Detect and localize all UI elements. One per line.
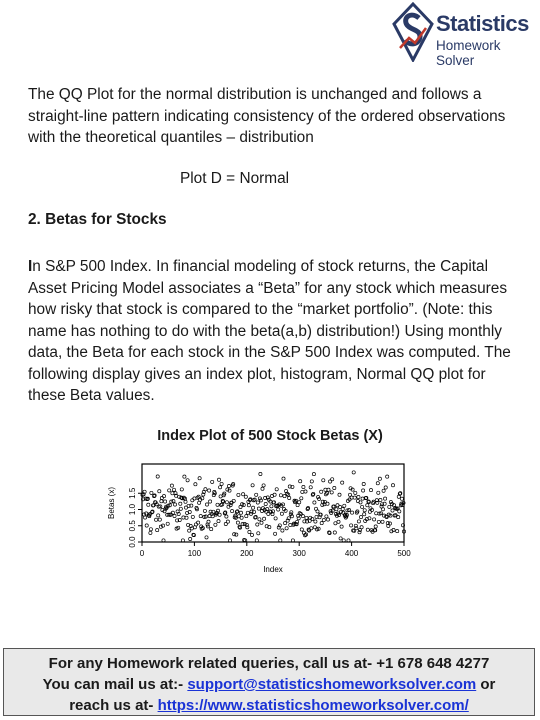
scatter-point (236, 521, 239, 524)
scatter-point (147, 503, 150, 506)
scatter-point (362, 482, 365, 485)
scatter-point (343, 504, 346, 507)
scatter-point (351, 511, 354, 514)
scatter-point (298, 501, 301, 504)
scatter-point (226, 520, 229, 523)
scatter-point (359, 501, 362, 504)
scatter-point (330, 491, 333, 494)
scatter-point (245, 515, 248, 518)
scatter-point (361, 505, 364, 508)
scatter-point (255, 493, 258, 496)
scatter-point (386, 475, 389, 478)
scatter-point (231, 510, 234, 513)
scatter-point (335, 508, 338, 511)
scatter-point (374, 525, 377, 528)
scatter-point (204, 488, 207, 491)
y-tick-label: 0.5 (128, 520, 137, 532)
scatter-point (338, 493, 341, 496)
scatter-point (382, 489, 385, 492)
scatter-point (302, 485, 305, 488)
scatter-point (359, 516, 362, 519)
scatter-point (350, 524, 353, 527)
plot-frame (142, 464, 404, 542)
plot-d-formula: Plot D = Normal (180, 170, 290, 187)
footer-website-prefix: reach us at- (69, 697, 158, 714)
scatter-point (183, 475, 186, 478)
footer-phone-line: For any Homework related queries, call us at- +1 678 648 4277 (48, 655, 490, 672)
scatter-point (354, 491, 357, 494)
scatter-point (205, 503, 208, 506)
brand-logo (392, 2, 538, 66)
scatter-point (144, 516, 147, 519)
scatter-point (208, 489, 211, 492)
x-tick-label: 200 (240, 549, 254, 558)
scatter-point (273, 493, 276, 496)
scatter-point (381, 508, 384, 511)
scatter-point (322, 519, 325, 522)
scatter-point (327, 488, 330, 491)
scatter-point (325, 515, 328, 518)
x-tick-label: 400 (344, 549, 359, 558)
scatter-point (391, 484, 394, 487)
scatter-point (331, 478, 334, 481)
scatter-point (353, 496, 356, 499)
scatter-point (398, 510, 401, 513)
scatter-point (225, 515, 228, 518)
scatter-point (240, 516, 243, 519)
x-tick-label: 500 (397, 549, 411, 558)
scatter-point (274, 517, 277, 520)
scatter-point (170, 484, 173, 487)
footer-email-suffix: or (476, 676, 496, 693)
scatter-point (340, 525, 343, 528)
footer-website-link[interactable]: https://www.statisticshomeworksolver.com/ (157, 697, 469, 714)
scatter-point (341, 481, 344, 484)
qq-plot-paragraph: The QQ Plot for the normal distribution is unchanged and follows a straight-line pattern indicating consistency of the ordered observations with the theoretical quantiles – distribution (28, 86, 506, 146)
scatter-point (366, 504, 369, 507)
scatter-point (324, 488, 327, 491)
scatter-point (219, 495, 222, 498)
scatter-point (377, 520, 380, 523)
scatter-point (391, 509, 394, 512)
scatter-point (339, 537, 342, 540)
scatter-point (155, 518, 158, 521)
section-heading-betas: 2. Betas for Stocks (28, 211, 167, 228)
logo-emblem-icon (392, 2, 434, 62)
scatter-point (191, 499, 194, 502)
scatter-point (274, 532, 277, 535)
footer-email-prefix: You can mail us at:- (42, 676, 188, 693)
scatter-point (171, 492, 174, 495)
scatter-point (299, 480, 302, 483)
scatter-point (235, 533, 238, 536)
scatter-point (248, 530, 251, 533)
scatter-point (366, 528, 369, 531)
contact-footer (3, 648, 535, 716)
scatter-point (312, 473, 315, 476)
scatter-point (257, 507, 260, 510)
scatter-point (305, 516, 308, 519)
scatter-point (193, 497, 196, 500)
scatter-point (257, 532, 260, 535)
plot-title: Index Plot of 500 Stock Betas (X) (157, 428, 383, 444)
scatter-point (205, 536, 208, 539)
scatter-point (244, 495, 247, 498)
scatter-point (185, 516, 188, 519)
scatter-point (352, 471, 355, 474)
betas-paragraph-body: n S&P 500 Index. In financial modeling of stock returns, the Capital Asset Pricing Model associates a “Beta” for any stock which measures how risky that stock is compared to the “market portfolio”. (Note: this name has nothing to do with the beta(a,b) distribution!) Using monthly data, the Beta for each stock in the S&P 500 Index was computed. The following display gives an index plot, histogram, Normal QQ plot for these Beta values. (28, 258, 511, 404)
scatter-point (237, 493, 240, 496)
scatter-point (186, 479, 189, 482)
scatter-point (156, 475, 159, 478)
scatter-point (256, 501, 259, 504)
scatter-point (251, 484, 254, 487)
scatter-point (363, 509, 366, 512)
scatter-point (301, 515, 304, 518)
scatter-point (310, 527, 313, 530)
scatter-point (321, 503, 324, 506)
scatter-point (158, 518, 161, 521)
scatter-point (157, 514, 160, 517)
scatter-point (363, 513, 366, 516)
x-tick-label: 100 (187, 549, 202, 558)
scatter-point (290, 511, 293, 514)
scatter-point (225, 501, 228, 504)
scatter-point (277, 508, 280, 511)
scatter-point (400, 497, 403, 500)
scatter-point (282, 477, 285, 480)
scatter-point (191, 515, 194, 518)
scatter-point (199, 515, 202, 518)
scatter-point (164, 500, 167, 503)
scatter-point (156, 529, 159, 532)
scatter-point (281, 529, 284, 532)
scatter-point (357, 520, 360, 523)
scatter-point (333, 486, 336, 489)
scatter-point (341, 508, 344, 511)
scatter-point (247, 504, 250, 507)
scatter-point (261, 487, 264, 490)
scatter-point (309, 486, 312, 489)
scatter-point (206, 525, 209, 528)
betas-paragraph-initial: I (28, 258, 33, 275)
scatter-point (227, 484, 230, 487)
scatter-point (381, 520, 384, 523)
scatter-point (314, 520, 317, 523)
scatter-point (242, 493, 245, 496)
scatter-point (210, 528, 213, 531)
scatter-point (285, 527, 288, 530)
scatter-point (333, 531, 336, 534)
scatter-point (166, 522, 169, 525)
scatter-point (262, 484, 265, 487)
scatter-point (211, 480, 214, 483)
scatter-point (300, 497, 303, 500)
scatter-point (275, 488, 278, 491)
scatter-point (217, 478, 220, 481)
betas-paragraph (28, 256, 522, 407)
scatter-point (258, 518, 261, 521)
scatter-point (316, 510, 319, 513)
scatter-point (377, 491, 380, 494)
scatter-point (209, 500, 212, 503)
scatter-point (375, 512, 378, 515)
scatter-point (357, 495, 360, 498)
scatter-point (145, 524, 148, 527)
scatter-point (216, 503, 219, 506)
scatter-point (362, 489, 365, 492)
x-axis-label: Index (263, 565, 283, 574)
scatter-point (173, 514, 176, 517)
y-axis-label: Betas (x) (107, 486, 116, 520)
scatter-point (384, 486, 387, 489)
scatter-point (172, 488, 175, 491)
scatter-point (350, 496, 353, 499)
scatter-point (378, 477, 381, 480)
scatter-point (150, 491, 153, 494)
scatter-point (197, 521, 200, 524)
scatter-point (220, 482, 223, 485)
scatter-point (172, 500, 175, 503)
scatter-point (279, 494, 282, 497)
scatter-point (214, 523, 217, 526)
scatter-point (388, 522, 391, 525)
scatter-point (322, 479, 325, 482)
scatter-point (320, 490, 323, 493)
index-plot-chart (102, 456, 414, 592)
footer-email-link[interactable]: support@statisticshomeworksolver.com (187, 676, 477, 693)
scatter-point (168, 489, 171, 492)
scatter-point (246, 511, 249, 514)
y-tick-label: 1.5 (128, 487, 137, 499)
scatter-point (337, 520, 340, 523)
scatter-point (304, 490, 307, 493)
scatter-point (313, 501, 316, 504)
footer-website-line (4, 695, 534, 716)
scatter-point (384, 497, 387, 500)
scatter-point (180, 488, 183, 491)
scatter-point (388, 505, 391, 508)
scatter-point (289, 523, 292, 526)
scatter-point (232, 499, 235, 502)
logo-wordmark-homework-solver: Homework Solver (436, 38, 501, 68)
x-tick-label: 0 (139, 549, 145, 558)
scatter-point (315, 515, 318, 518)
scatter-point (149, 528, 152, 531)
scatter-point (373, 518, 376, 521)
scatter-point (376, 482, 379, 485)
scatter-point (217, 520, 220, 523)
scatter-point (219, 486, 222, 489)
scatter-point (300, 528, 303, 531)
scatter-point (256, 523, 259, 526)
scatter-point (369, 489, 372, 492)
scatter-point (203, 509, 206, 512)
scatter-point (218, 513, 221, 516)
scatter-point (173, 503, 176, 506)
scatter-point (326, 518, 329, 521)
scatter-point (264, 502, 267, 505)
scatter-point (361, 497, 364, 500)
scatter-point (310, 480, 313, 483)
scatter-point (379, 498, 382, 501)
scatter-point (158, 490, 161, 493)
y-tick-label: 0.0 (128, 536, 137, 548)
scatter-point (179, 502, 182, 505)
scatter-point (239, 511, 242, 514)
scatter-point (189, 537, 192, 540)
y-tick-label: 1.0 (128, 503, 137, 516)
scatter-point (283, 495, 286, 498)
scatter-point (171, 511, 174, 514)
scatter-point (280, 512, 283, 515)
scatter-point (259, 472, 262, 475)
scatter-point (301, 490, 304, 493)
scatter-point (288, 496, 291, 499)
scatter-point (207, 520, 210, 523)
scatter-point (194, 483, 197, 486)
scatter-point (397, 516, 400, 519)
scatter-point (284, 522, 287, 525)
scatter-point (198, 477, 201, 480)
scatter-point (160, 500, 163, 503)
logo-wordmark-statistics: Statistics (436, 11, 529, 36)
scatter-point (396, 530, 399, 533)
x-tick-label: 300 (292, 549, 306, 558)
scatter-point (360, 526, 363, 529)
scatter-point (162, 495, 165, 498)
scatter-point (252, 506, 255, 509)
scatter-point (198, 501, 201, 504)
scatter-point (149, 531, 152, 534)
footer-email-line (4, 674, 534, 695)
scatter-point (326, 502, 329, 505)
scatter-point (334, 522, 337, 525)
scatter-point (263, 517, 266, 520)
scatter-point (182, 516, 185, 519)
scatter-point (320, 522, 323, 525)
scatter-point (260, 521, 263, 524)
scatter-point (194, 523, 197, 526)
scatter-point (179, 507, 182, 510)
scatter-point (270, 505, 273, 508)
scatter-point (250, 533, 253, 536)
